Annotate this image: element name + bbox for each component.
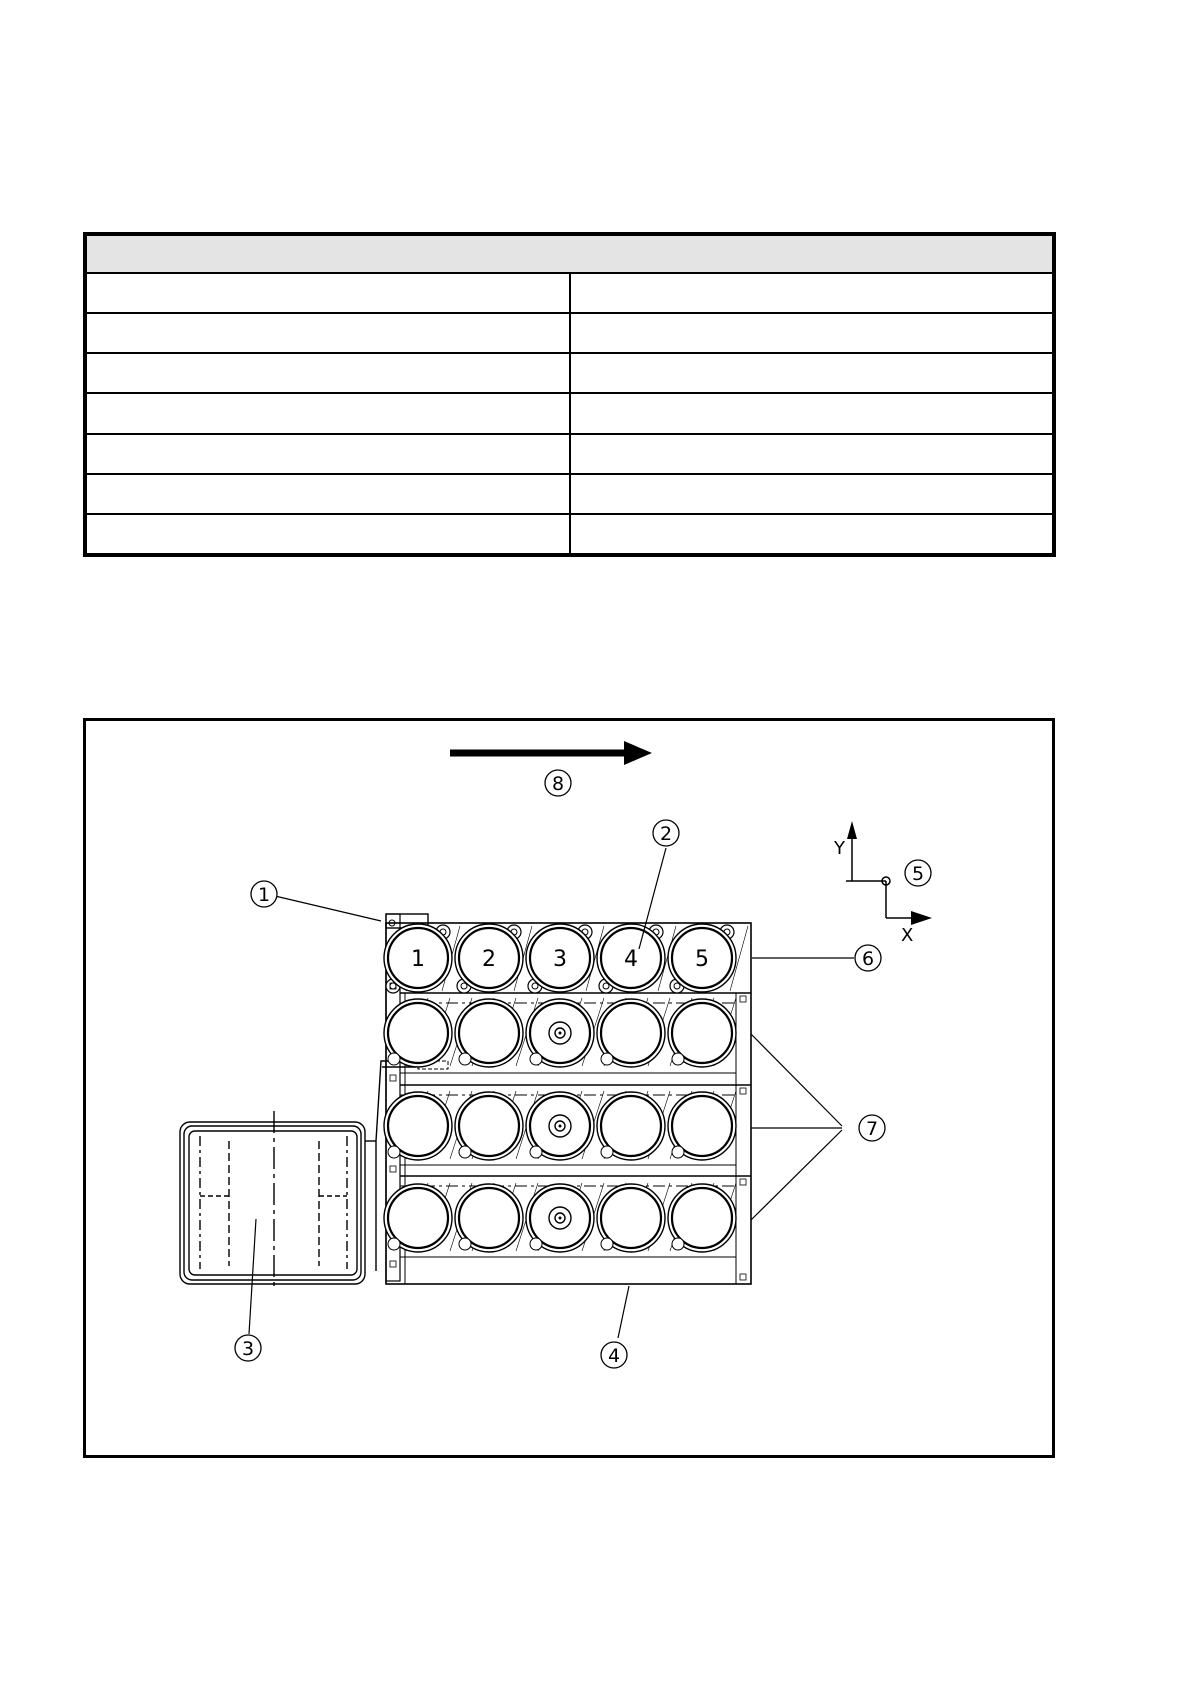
storage-unit (180, 1061, 416, 1289)
slot-notch (459, 1146, 471, 1158)
position-number-5: 5 (695, 947, 709, 972)
table-row (85, 273, 1054, 313)
callout-label: 7 (865, 1118, 879, 1140)
slot (597, 999, 665, 1067)
slot (597, 1092, 665, 1160)
position-number-3: 3 (553, 947, 567, 972)
slot-notch (388, 1146, 400, 1158)
table-cell (85, 474, 570, 514)
table-cell (85, 514, 570, 555)
rack-rivet (740, 996, 746, 1002)
rack-rivet (740, 1274, 746, 1280)
callout-7 (859, 1115, 885, 1141)
rack-rivet (390, 1261, 396, 1267)
table-cell (85, 393, 570, 433)
callout-label: 8 (551, 773, 565, 795)
table-row (85, 393, 1054, 433)
slot (455, 999, 523, 1067)
slot-notch (601, 1238, 613, 1250)
callout-6 (855, 945, 881, 971)
table-cell (85, 353, 570, 393)
table-cell (570, 434, 1055, 474)
slot (668, 1092, 736, 1160)
table-cell (570, 353, 1055, 393)
slot (384, 999, 452, 1067)
direction-arrow-icon (450, 741, 652, 765)
slot (526, 999, 594, 1067)
slot (384, 1092, 452, 1160)
slot (455, 1092, 523, 1160)
callout-label: 1 (257, 884, 271, 906)
slot-notch (672, 1053, 684, 1065)
table-cell (570, 313, 1055, 353)
slot-notch (530, 1238, 542, 1250)
y-axis-label: Y (834, 838, 845, 859)
position-number-4: 4 (624, 947, 638, 972)
bearing-center (559, 1032, 562, 1035)
callout-8 (545, 770, 571, 796)
rack-rivet (740, 1088, 746, 1094)
table-cell (85, 313, 570, 353)
callout-label: 3 (241, 1338, 255, 1360)
table-cell (570, 393, 1055, 433)
table-row (85, 434, 1054, 474)
slot (526, 1092, 594, 1160)
technical-drawing (86, 721, 1052, 1455)
position-number-2: 2 (482, 947, 496, 972)
callout-4 (601, 1342, 627, 1368)
slot-notch (530, 1146, 542, 1158)
table-header-row (85, 234, 1054, 273)
table-cell (570, 273, 1055, 313)
slot (526, 1184, 594, 1252)
callout-3 (235, 1335, 261, 1361)
slot (597, 1184, 665, 1252)
slot-notch (601, 1053, 613, 1065)
position-number-1: 1 (411, 947, 425, 972)
slot-grid (384, 924, 736, 1252)
table-cell (85, 434, 570, 474)
callout-label: 5 (911, 863, 925, 885)
slot (384, 1184, 452, 1252)
legend-table (83, 232, 1056, 557)
rack-rivet (390, 1166, 396, 1172)
slot-notch (672, 1146, 684, 1158)
rack-rivet (390, 1075, 396, 1081)
table-cell (85, 273, 570, 313)
callout-2 (653, 820, 679, 846)
slot-notch (530, 1053, 542, 1065)
slot (668, 999, 736, 1067)
table-row (85, 474, 1054, 514)
table-cell (570, 474, 1055, 514)
slot-notch (388, 1053, 400, 1065)
slot-notch (459, 1053, 471, 1065)
callout-label: 2 (659, 823, 673, 845)
table-row (85, 514, 1054, 555)
rack-rivet (740, 1179, 746, 1185)
table-row (85, 313, 1054, 353)
table-header (85, 234, 1054, 273)
bearing-center (559, 1217, 562, 1220)
slot (455, 1184, 523, 1252)
callout-5 (905, 860, 931, 886)
figure-frame (83, 718, 1055, 1458)
x-axis-label: X (901, 925, 914, 946)
callout-label: 6 (861, 948, 875, 970)
slot-notch (459, 1238, 471, 1250)
callout-label: 4 (607, 1345, 621, 1367)
slot-notch (388, 1238, 400, 1250)
slot (668, 1184, 736, 1252)
callout-1 (251, 881, 277, 907)
slot-notch (672, 1238, 684, 1250)
slot-notch (601, 1146, 613, 1158)
bearing-center (559, 1125, 562, 1128)
table-row (85, 353, 1054, 393)
table-cell (570, 514, 1055, 555)
